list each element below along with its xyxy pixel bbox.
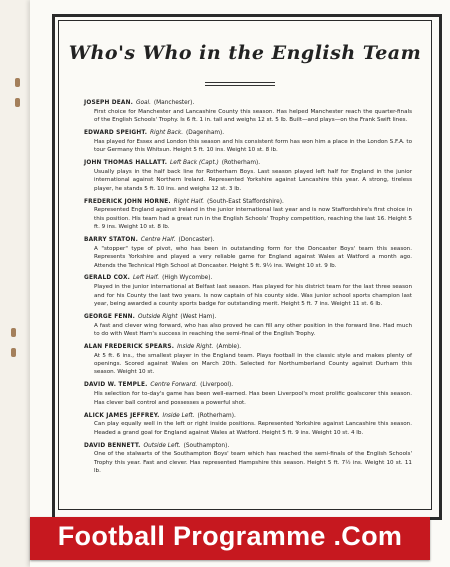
player-position: Outside Right	[137, 313, 178, 320]
player-heading	[84, 313, 412, 322]
player-heading	[84, 442, 412, 451]
player-position: Goal.	[135, 100, 152, 106]
player-description: His selection for to-day's game has been well-earned. Has been Liverpool's most prolific goalscorer this season. Has clever ball control and possesses a powerful shot.	[94, 391, 412, 406]
player-entry	[84, 99, 412, 124]
player-name: GEORGE FENN.	[84, 313, 136, 320]
player-position: Left Half.	[132, 275, 160, 282]
player-heading	[84, 198, 412, 207]
player-heading	[84, 274, 412, 283]
player-club: (Doncaster).	[178, 237, 215, 244]
watermark-banner	[30, 517, 430, 560]
player-club: (Amble).	[216, 344, 242, 350]
player-entry	[84, 129, 412, 154]
player-entry	[84, 343, 412, 377]
player-entry	[84, 274, 412, 308]
player-heading	[84, 159, 412, 168]
player-position: Outside Left.	[143, 442, 181, 449]
player-position: Centre Half.	[140, 237, 176, 244]
player-name: DAVID BENNETT.	[84, 442, 141, 449]
player-club: (Manchester).	[153, 100, 195, 106]
player-position: Right Back.	[150, 130, 184, 137]
player-entry	[84, 442, 412, 476]
staple-hole-bottom-1	[11, 328, 16, 337]
player-entry	[84, 381, 412, 406]
player-position: Inside Right.	[177, 344, 214, 350]
player-heading	[84, 236, 412, 245]
player-entry	[84, 159, 412, 193]
player-name: DAVID W. TEMPLE.	[84, 382, 148, 389]
player-description: Played in the junior international at Belfast last season. Has played for his district team for the last three season and for his County the last two years. Is now captain of his county side. Was junior school sports champion last year, being awarded a county sports badge for outstanding merit. Height 5 ft. 7 ins. Weight 11 st. 6 lb.	[94, 284, 412, 307]
player-name: BARRY STATON.	[84, 237, 138, 244]
player-entry	[84, 412, 412, 437]
player-entry	[84, 198, 412, 232]
player-description: A fast and clever wing forward, who has also proved he can fill any other position in the forward line. Had much to do with West Ham's success in reaching the semi-final of the English Trophy.	[94, 322, 412, 338]
staple-hole-top-2	[15, 98, 20, 107]
player-name: GERALD COX.	[84, 275, 131, 282]
staple-hole-bottom-2	[11, 348, 16, 357]
player-club: (Liverpool).	[200, 382, 234, 389]
player-description: Usually plays in the half back line for Rotherham Boys. Last season played left half for England in the junior international against Northern Ireland. Represented Yorkshire against Lancashire this year. A strong, tireless player, he stands 5 ft. 10 ins. and weighs 12 st. 3 lb.	[94, 168, 412, 192]
player-list	[84, 99, 412, 480]
player-heading	[84, 412, 412, 421]
player-name: EDWARD SPEIGHT.	[84, 130, 148, 137]
player-description: Can play equally well in the left or right inside positions. Represented Yorkshire against Lancashire this season. Headed a grand goal for England against Wales at Watford. Height 5 ft. 9 ins. Weight 10 st. 4 lb.	[94, 421, 412, 436]
player-club: (Rotherham).	[221, 160, 261, 167]
player-description: At 5 ft. 6 ins., the smallest player in the England team. Plays football in the classic style and makes plenty of openings. Scored against Wales on March 20th. Selected for Northumberland County against Durham this season. Weight 10 st.	[94, 352, 412, 376]
player-description: Represented England against Ireland in the junior international last year and is now Staffordshire's first choice in this position. His team had a great run in the English Schools' Trophy competition, reaching the last 16. Height 5 ft. 9 ins. Weight 10 st. 8 lb.	[94, 207, 412, 231]
player-position: Right Half.	[173, 198, 205, 205]
player-club: (West Ham).	[180, 313, 217, 320]
player-club: (High Wycombe).	[162, 275, 213, 282]
player-club: (South-East Staffordshire).	[207, 198, 284, 205]
player-name: JOHN THOMAS HALLATT.	[84, 160, 168, 167]
staple-hole-top-1	[15, 78, 20, 87]
player-club: (Southampton).	[183, 442, 230, 449]
player-name: JOSEPH DEAN.	[84, 100, 134, 106]
player-name: ALICK JAMES JEFFREY.	[84, 412, 160, 419]
player-name: FREDERICK JOHN HORNE.	[84, 198, 171, 205]
player-description: One of the stalwarts of the Southampton Boys' team which has reached the semi-finals of the English Schools' Trophy this year. Fast and clever. Has represented Hampshire this season. Height 5 ft. 7½ ins. Weight 10 st. 11 lb.	[94, 451, 412, 475]
title-rule-bottom	[205, 85, 275, 86]
player-description: A "stopper" type of pivot, who has been in outstanding form for the Doncaster Boys' team this season. Represents Yorkshire and played a very reliable game for England against Wales at Watford a month ago. Attends the Technical High School at Doncaster. Height 5 ft. 9½ ins. Weight 10 st. 9 lb.	[94, 245, 412, 269]
player-club: (Dagenham).	[185, 130, 225, 137]
player-entry	[84, 313, 412, 338]
player-heading	[84, 343, 412, 352]
player-name: ALAN FREDERICK SPEARS.	[84, 344, 175, 350]
player-position: Inside Left.	[162, 412, 195, 419]
watermark-text: Football Programme .Com	[57, 521, 403, 551]
player-entry	[84, 236, 412, 270]
title-rule-top	[205, 82, 275, 83]
page-title: Who's Who in the English Team	[68, 42, 422, 64]
player-club: (Rotherham).	[197, 412, 236, 419]
player-position: Centre Forward.	[150, 382, 198, 389]
player-heading	[84, 99, 412, 108]
player-position: Left Back (Capt.)	[170, 160, 219, 167]
player-description: First choice for Manchester and Lancashire County this season. Has helped Manchester reach the quarter-finals of the English Schools' Trophy. Is 6 ft. 1 in. tall and weighs 12 st. 5 lb. Built—and plays—on the Frank Swift lines.	[94, 108, 412, 124]
player-heading	[84, 129, 412, 138]
player-heading	[84, 381, 412, 390]
player-description: Has played for Essex and London this season and his consistent form has won him a place in the London S.F.A. to tour Germany this Whitsun. Height 5 ft. 10 ins. Weight 10 st. 8 lb.	[94, 138, 412, 154]
